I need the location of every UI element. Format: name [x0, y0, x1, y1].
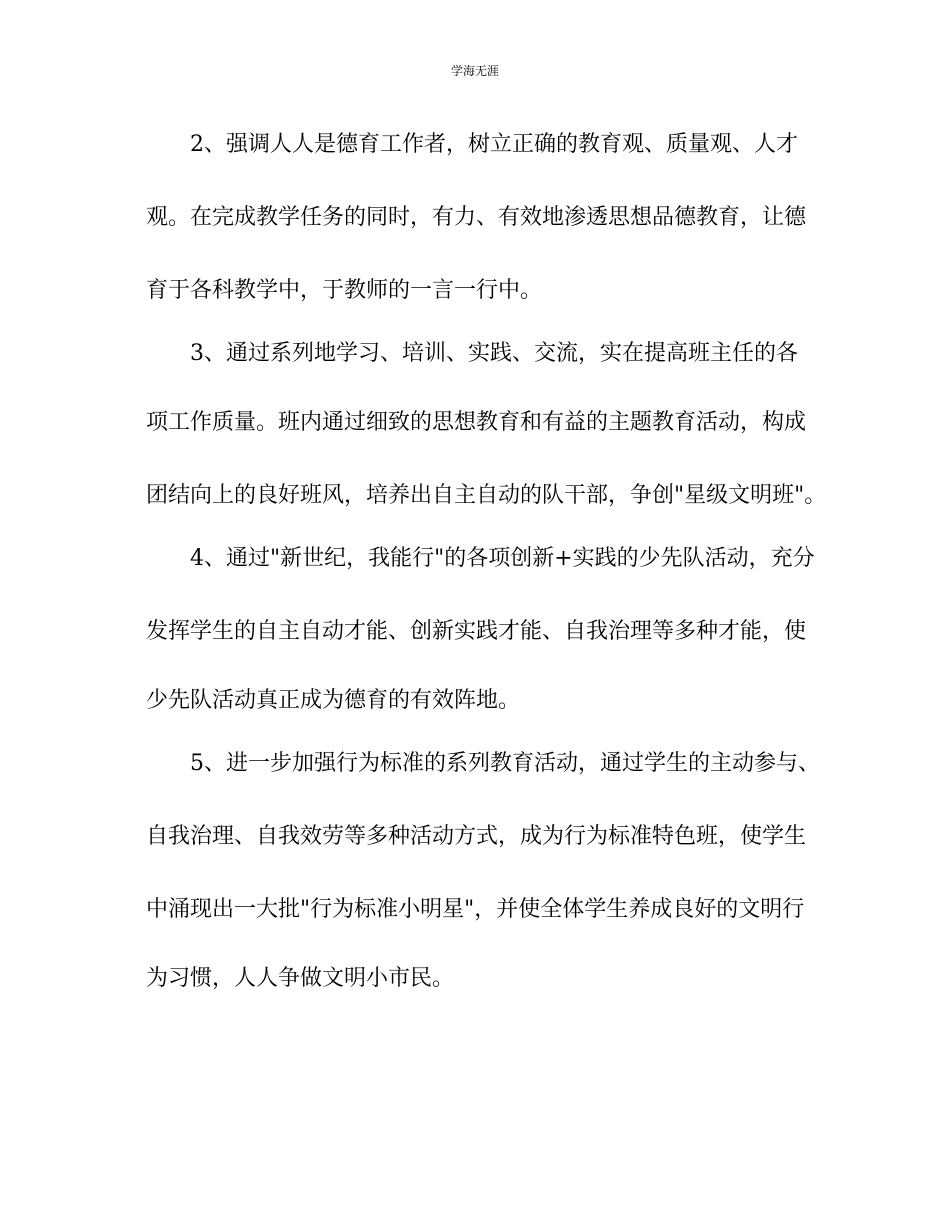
paragraph-3-line-3: 团结向上的良好班风，培养出自主自动的队干部，争创"星级文明班"。 — [146, 483, 827, 508]
paragraph-5-line-4: 为习惯，人人争做文明小市民。 — [146, 966, 455, 991]
paragraph-4-line-2: 发挥学生的自主自动才能、创新实践才能、自我治理等多种才能，使 — [146, 619, 807, 644]
paragraph-4-line-1: 4、通过"新世纪，我能行"的各项创新+实践的少先队活动，充分 — [190, 546, 815, 571]
paragraph-3-line-2: 项工作质量。班内通过细致的思想教育和有益的主题教育活动，构成 — [146, 410, 807, 435]
page-header: 学海无涯 — [450, 64, 499, 78]
paragraph-4-line-3: 少先队活动真正成为德育的有效阵地。 — [146, 688, 521, 713]
paragraph-3-line-1: 3、通过系列地学习、培训、实践、交流，实在提高班主任的各 — [190, 341, 798, 366]
paragraph-5-line-2: 自我治理、自我效劳等多种活动方式，成为行为标准特色班，使学生 — [146, 824, 807, 849]
paragraph-2-line-2: 观。在完成教学任务的同时，有力、有效地渗透思想品德教育，让德 — [146, 205, 807, 230]
paragraph-2-line-1: 2、强调人人是德育工作者，树立正确的教育观、质量观、人才 — [190, 132, 798, 157]
paragraph-2-line-3: 育于各科教学中，于教师的一言一行中。 — [146, 278, 543, 303]
paragraph-5-line-3: 中涌现出一大批"行为标准小明星"，并使全体学生养成良好的文明行 — [146, 897, 805, 922]
paragraph-5-line-1: 5、进一步加强行为标准的系列教育活动，通过学生的主动参与、 — [190, 751, 820, 776]
